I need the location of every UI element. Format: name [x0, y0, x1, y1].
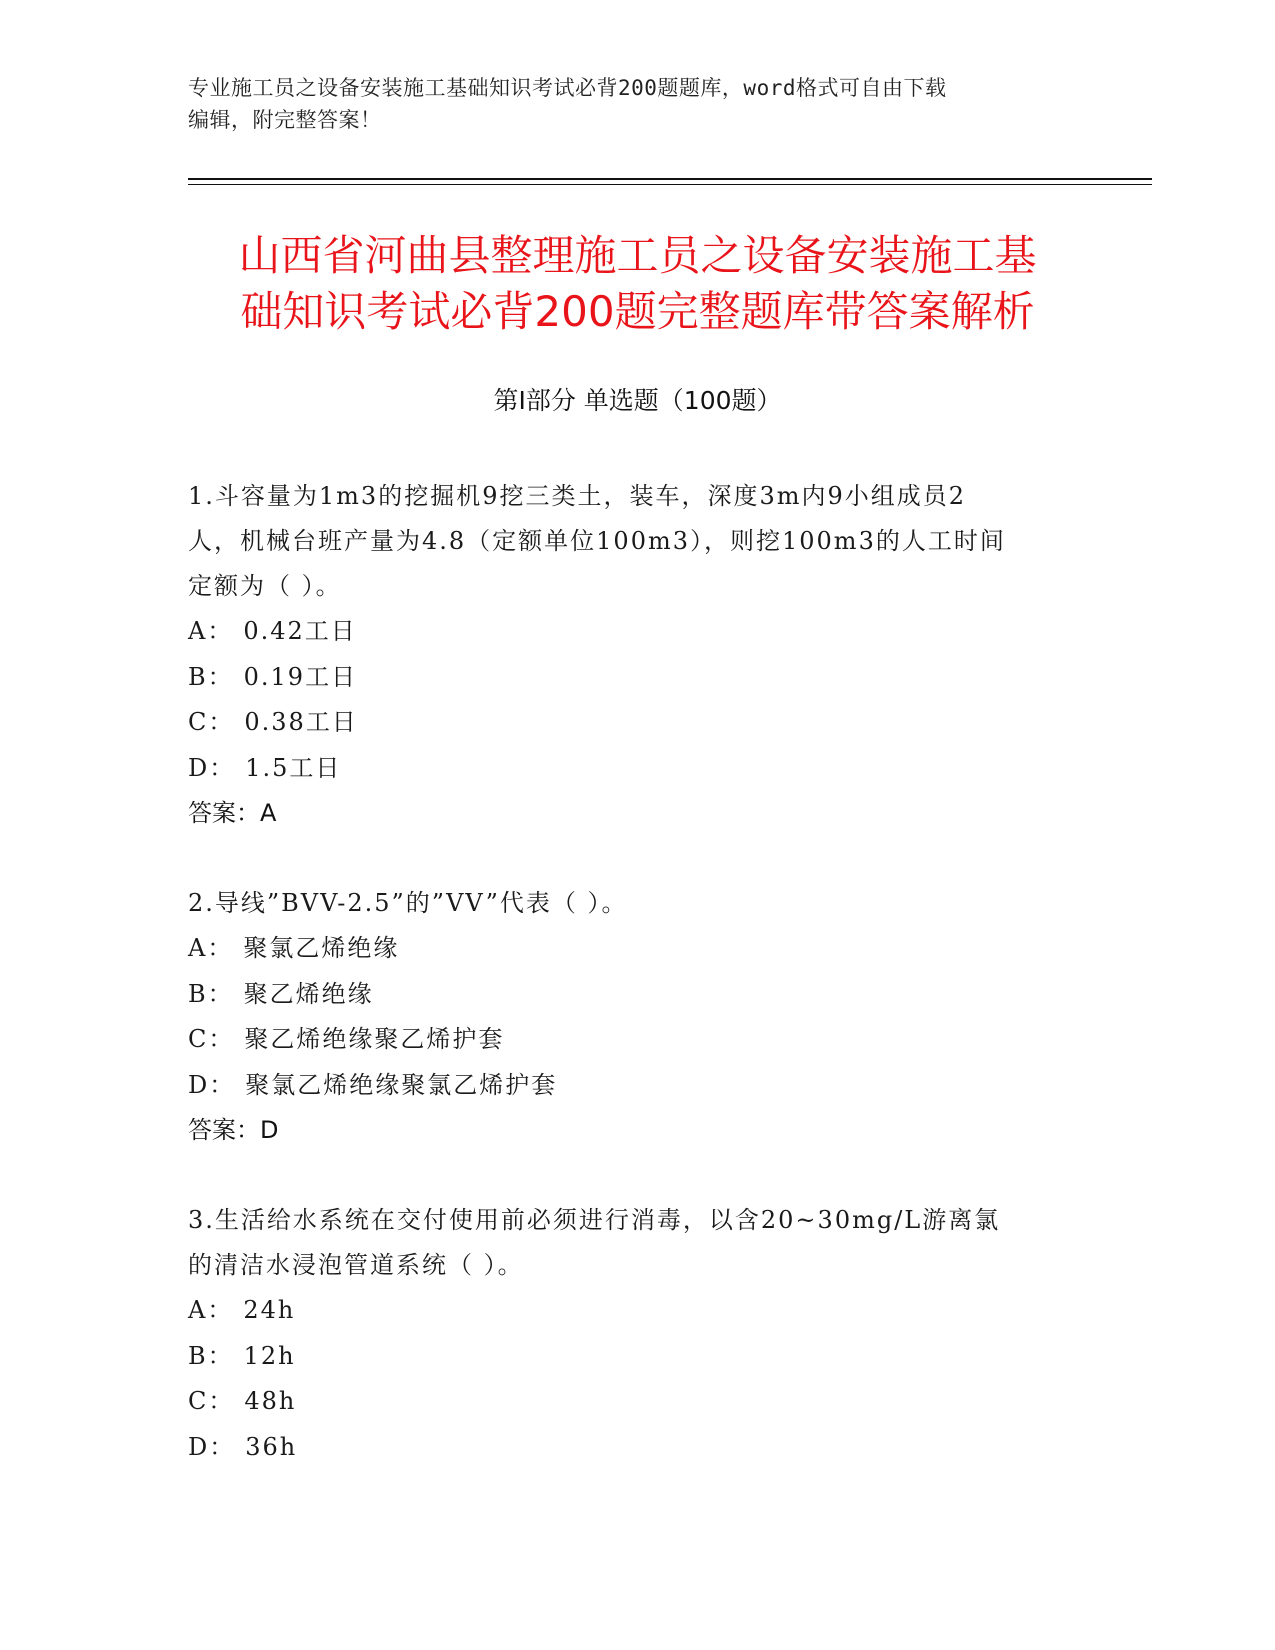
option-text: 36h — [245, 1432, 298, 1461]
option-d — [188, 1063, 1088, 1109]
option-key: D： — [188, 753, 236, 782]
option-d — [188, 746, 1088, 792]
answer-line: 答案：A — [188, 799, 277, 827]
option-d — [188, 1425, 1088, 1471]
option-c — [188, 1017, 1088, 1063]
question-1 — [188, 474, 1088, 836]
answer-line: 答案：D — [188, 1116, 279, 1144]
option-b — [188, 972, 1088, 1018]
option-text: 聚乙烯绝缘聚乙烯护套 — [244, 1025, 505, 1053]
option-text: 聚乙烯绝缘 — [243, 979, 374, 1008]
option-text: 48h — [244, 1387, 297, 1415]
option-text: 12h — [243, 1341, 296, 1370]
option-key: B： — [188, 1341, 234, 1370]
question-3 — [188, 1198, 1088, 1470]
question-2 — [188, 881, 1088, 1153]
option-a — [188, 609, 1088, 655]
header-note-line-1: 专业施工员之设备安装施工基础知识考试必背200题题库，word格式可自由下载 — [188, 76, 947, 100]
option-b — [188, 1334, 1088, 1380]
option-text: 0.38工日 — [244, 708, 358, 736]
option-text: 0.42工日 — [243, 617, 357, 645]
question-spacer — [188, 1153, 1088, 1198]
option-text: 24h — [243, 1296, 296, 1324]
option-text: 聚氯乙烯绝缘聚氯乙烯护套 — [245, 1070, 558, 1099]
option-key: A： — [188, 934, 234, 962]
question-list — [188, 474, 1088, 1470]
question-stem-line: 1.斗容量为1m3的挖掘机9挖三类土，装车，深度3m内9小组成员2 — [188, 482, 967, 510]
question-stem-line: 2.导线”BVV-2.5”的”VV”代表（ ）。 — [188, 889, 628, 917]
question-stem-line: 的清洁水浸泡管道系统（ ）。 — [188, 1251, 524, 1279]
header-note-line-2: 编辑，附完整答案！ — [188, 108, 382, 132]
option-text: 0.19工日 — [243, 662, 358, 691]
option-key: A： — [188, 617, 234, 645]
question-spacer — [188, 836, 1088, 881]
header-divider-thick — [188, 178, 1152, 180]
document-title-line-1: 山西省河曲县整理施工员之设备安装施工基 — [238, 231, 1037, 280]
option-text: 1.5工日 — [245, 753, 342, 782]
option-key: A： — [188, 1296, 234, 1324]
option-a — [188, 1288, 1088, 1334]
header-note — [188, 72, 1068, 136]
question-stem-line: 定额为（ ）。 — [188, 572, 342, 600]
option-key: D： — [188, 1432, 236, 1461]
header-divider-thin — [188, 184, 1152, 185]
section-heading: 第Ⅰ部分 单选题（100题） — [493, 386, 782, 415]
option-key: C： — [188, 708, 235, 736]
option-key: D： — [188, 1070, 236, 1099]
option-c — [188, 700, 1088, 746]
option-text: 聚氯乙烯绝缘 — [243, 934, 400, 962]
document-title-line-2: 础知识考试必背200题完整题库带答案解析 — [240, 287, 1035, 336]
option-b — [188, 655, 1088, 701]
option-c — [188, 1379, 1088, 1425]
option-key: B： — [188, 662, 234, 691]
question-stem-line: 人，机械台班产量为4.8（定额单位100m3），则挖100m3的人工时间 — [188, 527, 1006, 555]
option-key: C： — [188, 1387, 235, 1415]
option-a — [188, 926, 1088, 972]
option-key: B： — [188, 979, 234, 1008]
document-title — [150, 228, 1125, 340]
option-key: C： — [188, 1025, 235, 1053]
question-stem-line: 3.生活给水系统在交付使用前必须进行消毒，以含20~30mg/L游离氯 — [188, 1206, 1001, 1234]
